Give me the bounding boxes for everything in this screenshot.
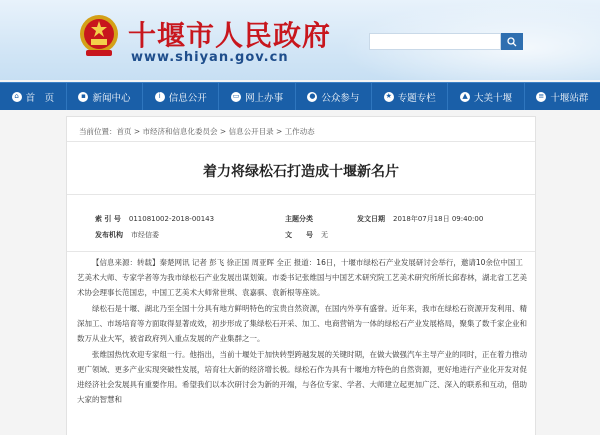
- meta-value: 无: [321, 231, 328, 239]
- article-paragraph: 【信息来源：转载】秦楚网讯 记者 彭飞 徐正国 周亚晖 全正 报道：16日，十堰市绿松石产业发展研讨会举行，邀请10余位中国工艺美术大师、专家学者等为我市绿松石产业发展出谋划策。市委书记张维国与中国艺术研究院工艺美术研究所所长邱春林，湖北省工艺美术协会理事长范国忠，中国工艺美术大师常世琪、袁嘉骐、袁新根等座谈。: [77, 258, 527, 297]
- meta-label: 发文日期: [357, 215, 385, 223]
- page-title: 着力将绿松石打造成十堰新名片: [203, 164, 399, 180]
- meta-index: [95, 214, 214, 224]
- nav-item-site-group[interactable]: [525, 83, 600, 110]
- meta-label: 发布机构: [95, 231, 123, 239]
- meta-value: 市经信委: [131, 231, 159, 239]
- nav-item-label: 网上办事: [245, 92, 284, 104]
- nav-item-label: 十堰站群: [550, 92, 589, 104]
- news-icon: ▪: [78, 92, 88, 102]
- star-icon: ★: [385, 92, 392, 100]
- nav-item-beautiful-shiyan[interactable]: [448, 83, 524, 110]
- meta-label: 文 号: [285, 231, 313, 239]
- article-body: [77, 255, 527, 408]
- article-paragraph: 绿松石是十堰、湖北乃至全国十分具有地方鲜明特色的宝贵自然资源，在国内外享有盛誉。近年来，我市在绿松石资源开发利用、精深加工、市场培育等方面取得显著成效，初步形成了集绿松石开采、加工、电商营销为一体的绿松石产业发展格局，聚集了数千家企业和数万从业大军，被省政府列入重点发展的产业集群之一。: [77, 304, 527, 343]
- nav-item-label: 信息公开: [168, 92, 207, 104]
- nav-item-label: 新闻中心: [92, 92, 131, 104]
- nav-item-news[interactable]: [67, 83, 143, 110]
- monitor-icon: ▭: [232, 92, 240, 100]
- search-button[interactable]: [501, 33, 523, 50]
- divider: [67, 141, 535, 142]
- meta-value: 011081002-2018-00143: [128, 215, 215, 223]
- search-icon: [507, 37, 517, 47]
- nav-item-services[interactable]: [219, 83, 295, 110]
- sitemap-icon: ≡: [536, 92, 546, 102]
- divider: [67, 194, 535, 195]
- meta-label: 主题分类: [285, 215, 313, 223]
- meta-docno: [285, 230, 328, 240]
- meta-value: 2018年07月18日 09:40:00: [393, 215, 484, 223]
- meta-label: 索 引 号: [95, 215, 121, 223]
- home-icon: ⌂: [12, 92, 22, 102]
- site-header: [0, 0, 600, 80]
- nav-item-home[interactable]: [0, 83, 67, 110]
- meta-org: [95, 230, 159, 240]
- meta-date: [357, 214, 483, 224]
- photo-icon: ▲: [460, 92, 470, 102]
- breadcrumb[interactable]: 当前位置：首页 > 市经济和信息化委员会 > 信息公开目录 > 工作动态: [79, 127, 315, 136]
- article-paragraph: 张维国热忱欢迎专家组一行。他指出，当前十堰处于加快转型跨越发展的关键时期，在做大做强汽车主导产业的同时，正在着力推动更广领域、更多产业实现突破性发展，培育壮大新的经济增长极。绿松石作为具有十堰地方特色的自然资源，更好地进行产业化开发对促进经济社会发展具有重要作用。希望我们以本次研讨会为新的开端，与各位专家、学者、大师建立起更加广泛、深入的联系和互动，借助大家的智慧和: [77, 350, 527, 404]
- meta-category: [285, 214, 321, 224]
- nav-item-label: 公众参与: [321, 92, 360, 104]
- national-emblem-icon: [78, 12, 120, 58]
- nav-item-label: 首 页: [25, 92, 55, 104]
- article-panel: [66, 116, 536, 435]
- chat-icon: ●: [309, 92, 316, 100]
- nav-item-label: 专题专栏: [397, 92, 436, 104]
- nav-item-label: 大美十堰: [474, 92, 513, 104]
- site-url: www.shiyan.gov.cn: [131, 50, 289, 65]
- nav-item-topics[interactable]: [372, 83, 448, 110]
- site-title[interactable]: 十堰市人民政府: [128, 19, 332, 52]
- nav-item-participation[interactable]: [296, 83, 372, 110]
- nav-item-info[interactable]: [143, 83, 219, 110]
- divider: [67, 251, 535, 252]
- info-icon: i: [155, 92, 165, 102]
- main-nav: [0, 82, 600, 110]
- search-input[interactable]: [369, 33, 501, 50]
